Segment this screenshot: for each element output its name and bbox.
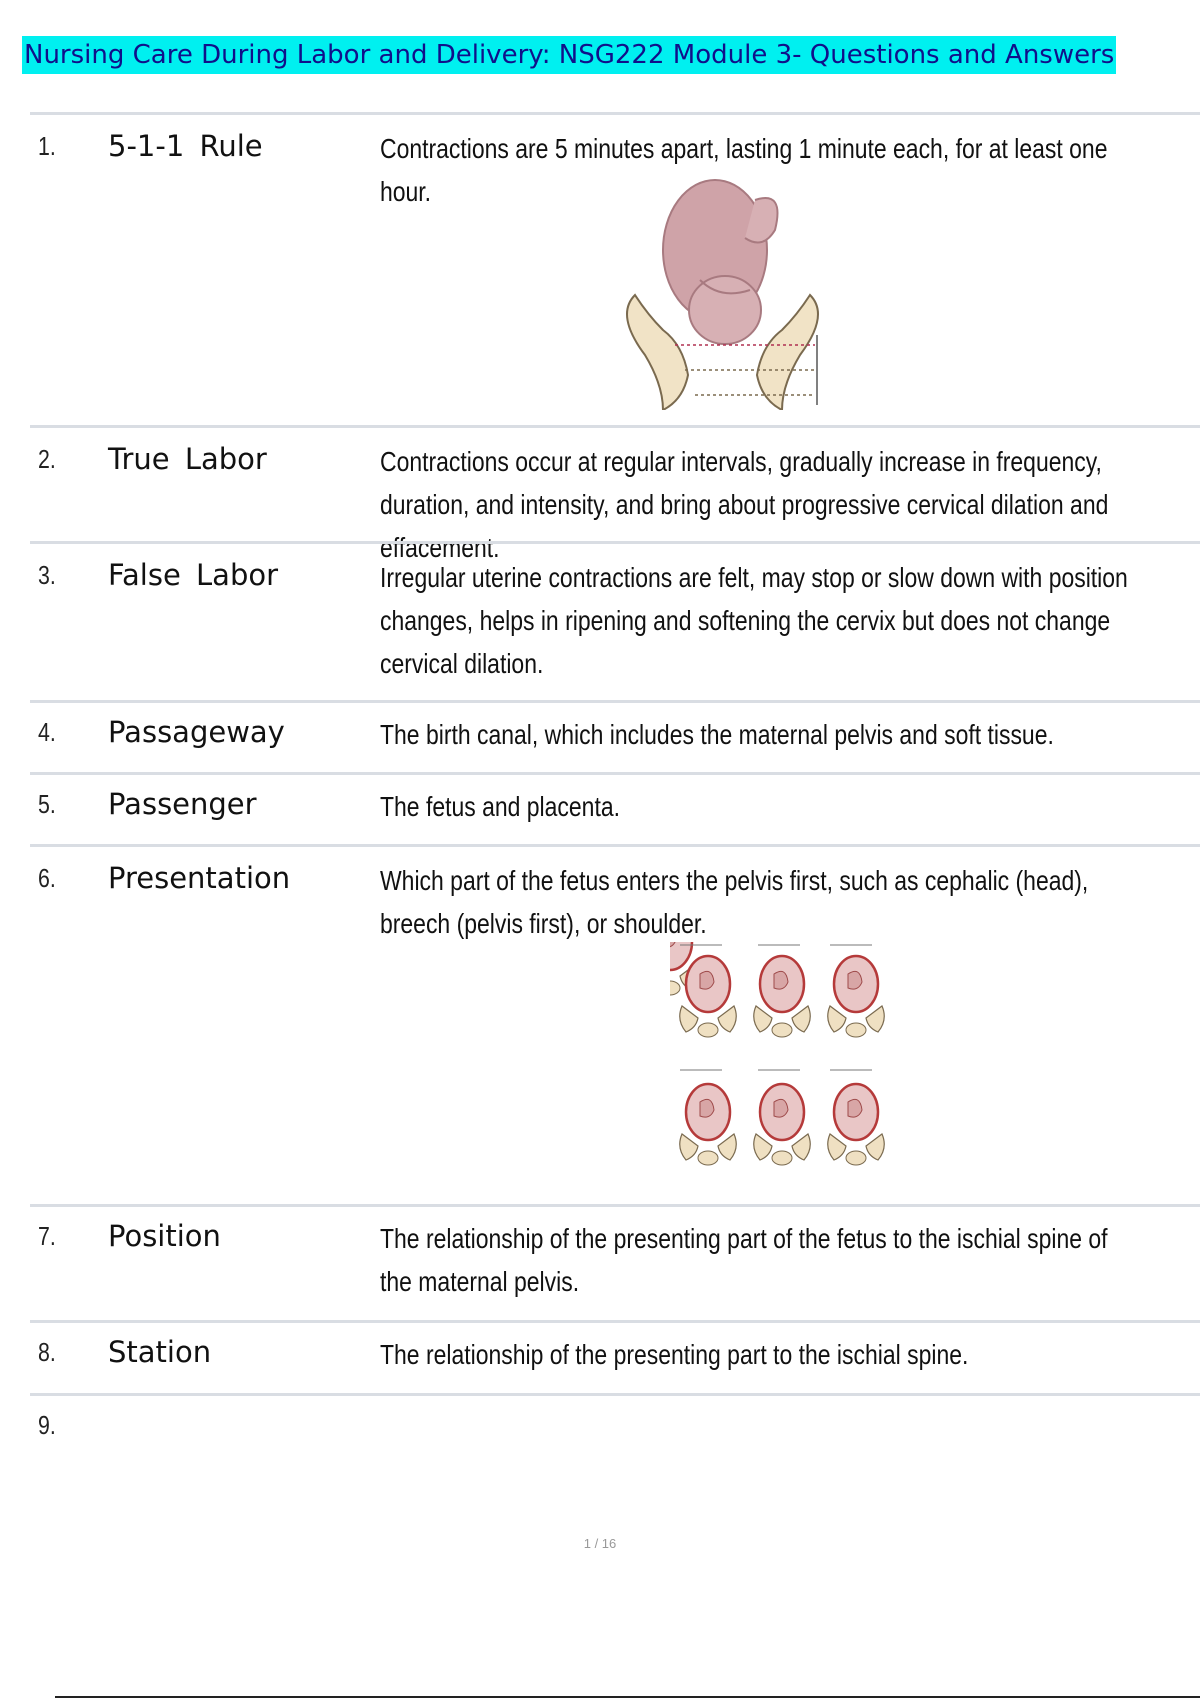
row-definition: Irregular uterine contractions are felt, may stop or slow down with position changes, helps in ripening and softening the cervix but does not change cervical dilation. xyxy=(380,562,1128,679)
table-row xyxy=(30,1204,1200,1320)
footer-divider xyxy=(55,1696,1200,1698)
document-title: Nursing Care During Labor and Delivery: NSG222 Module 3- Questions and Answers xyxy=(22,36,1116,74)
row-number: 2. xyxy=(38,444,56,474)
table-row xyxy=(30,772,1200,844)
row-term: Position xyxy=(108,1219,221,1253)
row-definition: Which part of the fetus enters the pelvis first, such as cephalic (head), breech (pelvis first), or shoulder. xyxy=(380,865,1089,939)
table-row xyxy=(30,112,1200,425)
qa-table xyxy=(30,112,1200,1476)
fetal-positions-grid-illustration xyxy=(670,942,900,1187)
row-definition: The relationship of the presenting part to the ischial spine. xyxy=(380,1339,969,1370)
row-number: 3. xyxy=(38,560,56,590)
row-term: False Labor xyxy=(108,558,279,592)
row-definition: The birth canal, which includes the maternal pelvis and soft tissue. xyxy=(380,719,1054,750)
row-number: 5. xyxy=(38,789,56,819)
row-definition: The fetus and placenta. xyxy=(380,791,620,822)
table-row xyxy=(30,541,1200,700)
row-definition: The relationship of the presenting part of the fetus to the ischial spine of the maternal pelvis. xyxy=(380,1223,1108,1297)
table-row xyxy=(30,425,1200,563)
row-term: Passenger xyxy=(108,787,257,821)
table-row xyxy=(30,844,1200,1204)
row-number: 9. xyxy=(38,1410,56,1440)
row-number: 8. xyxy=(38,1337,56,1367)
row-term: 5-1-1 Rule xyxy=(108,129,263,163)
table-row xyxy=(30,700,1200,772)
row-term: True Labor xyxy=(108,442,267,476)
table-row xyxy=(30,1320,1200,1393)
table-row xyxy=(30,1393,1200,1476)
row-definition: Contractions occur at regular intervals, gradually increase in frequency, duration, and intensity, and bring about progressive cervical dilation and effacement. xyxy=(380,446,1109,563)
row-definition: Contractions are 5 minutes apart, lasting 1 minute each, for at least one hour. xyxy=(380,133,1108,207)
fetus-in-pelvis-illustration xyxy=(605,170,835,410)
row-term: Presentation xyxy=(108,861,291,895)
row-number: 4. xyxy=(38,717,56,747)
row-number: 1. xyxy=(38,131,56,161)
page-number: 1 / 16 xyxy=(583,1536,617,1551)
row-term: Station xyxy=(108,1335,212,1369)
row-number: 7. xyxy=(38,1221,56,1251)
row-term: Passageway xyxy=(108,715,285,749)
row-number: 6. xyxy=(38,863,56,893)
